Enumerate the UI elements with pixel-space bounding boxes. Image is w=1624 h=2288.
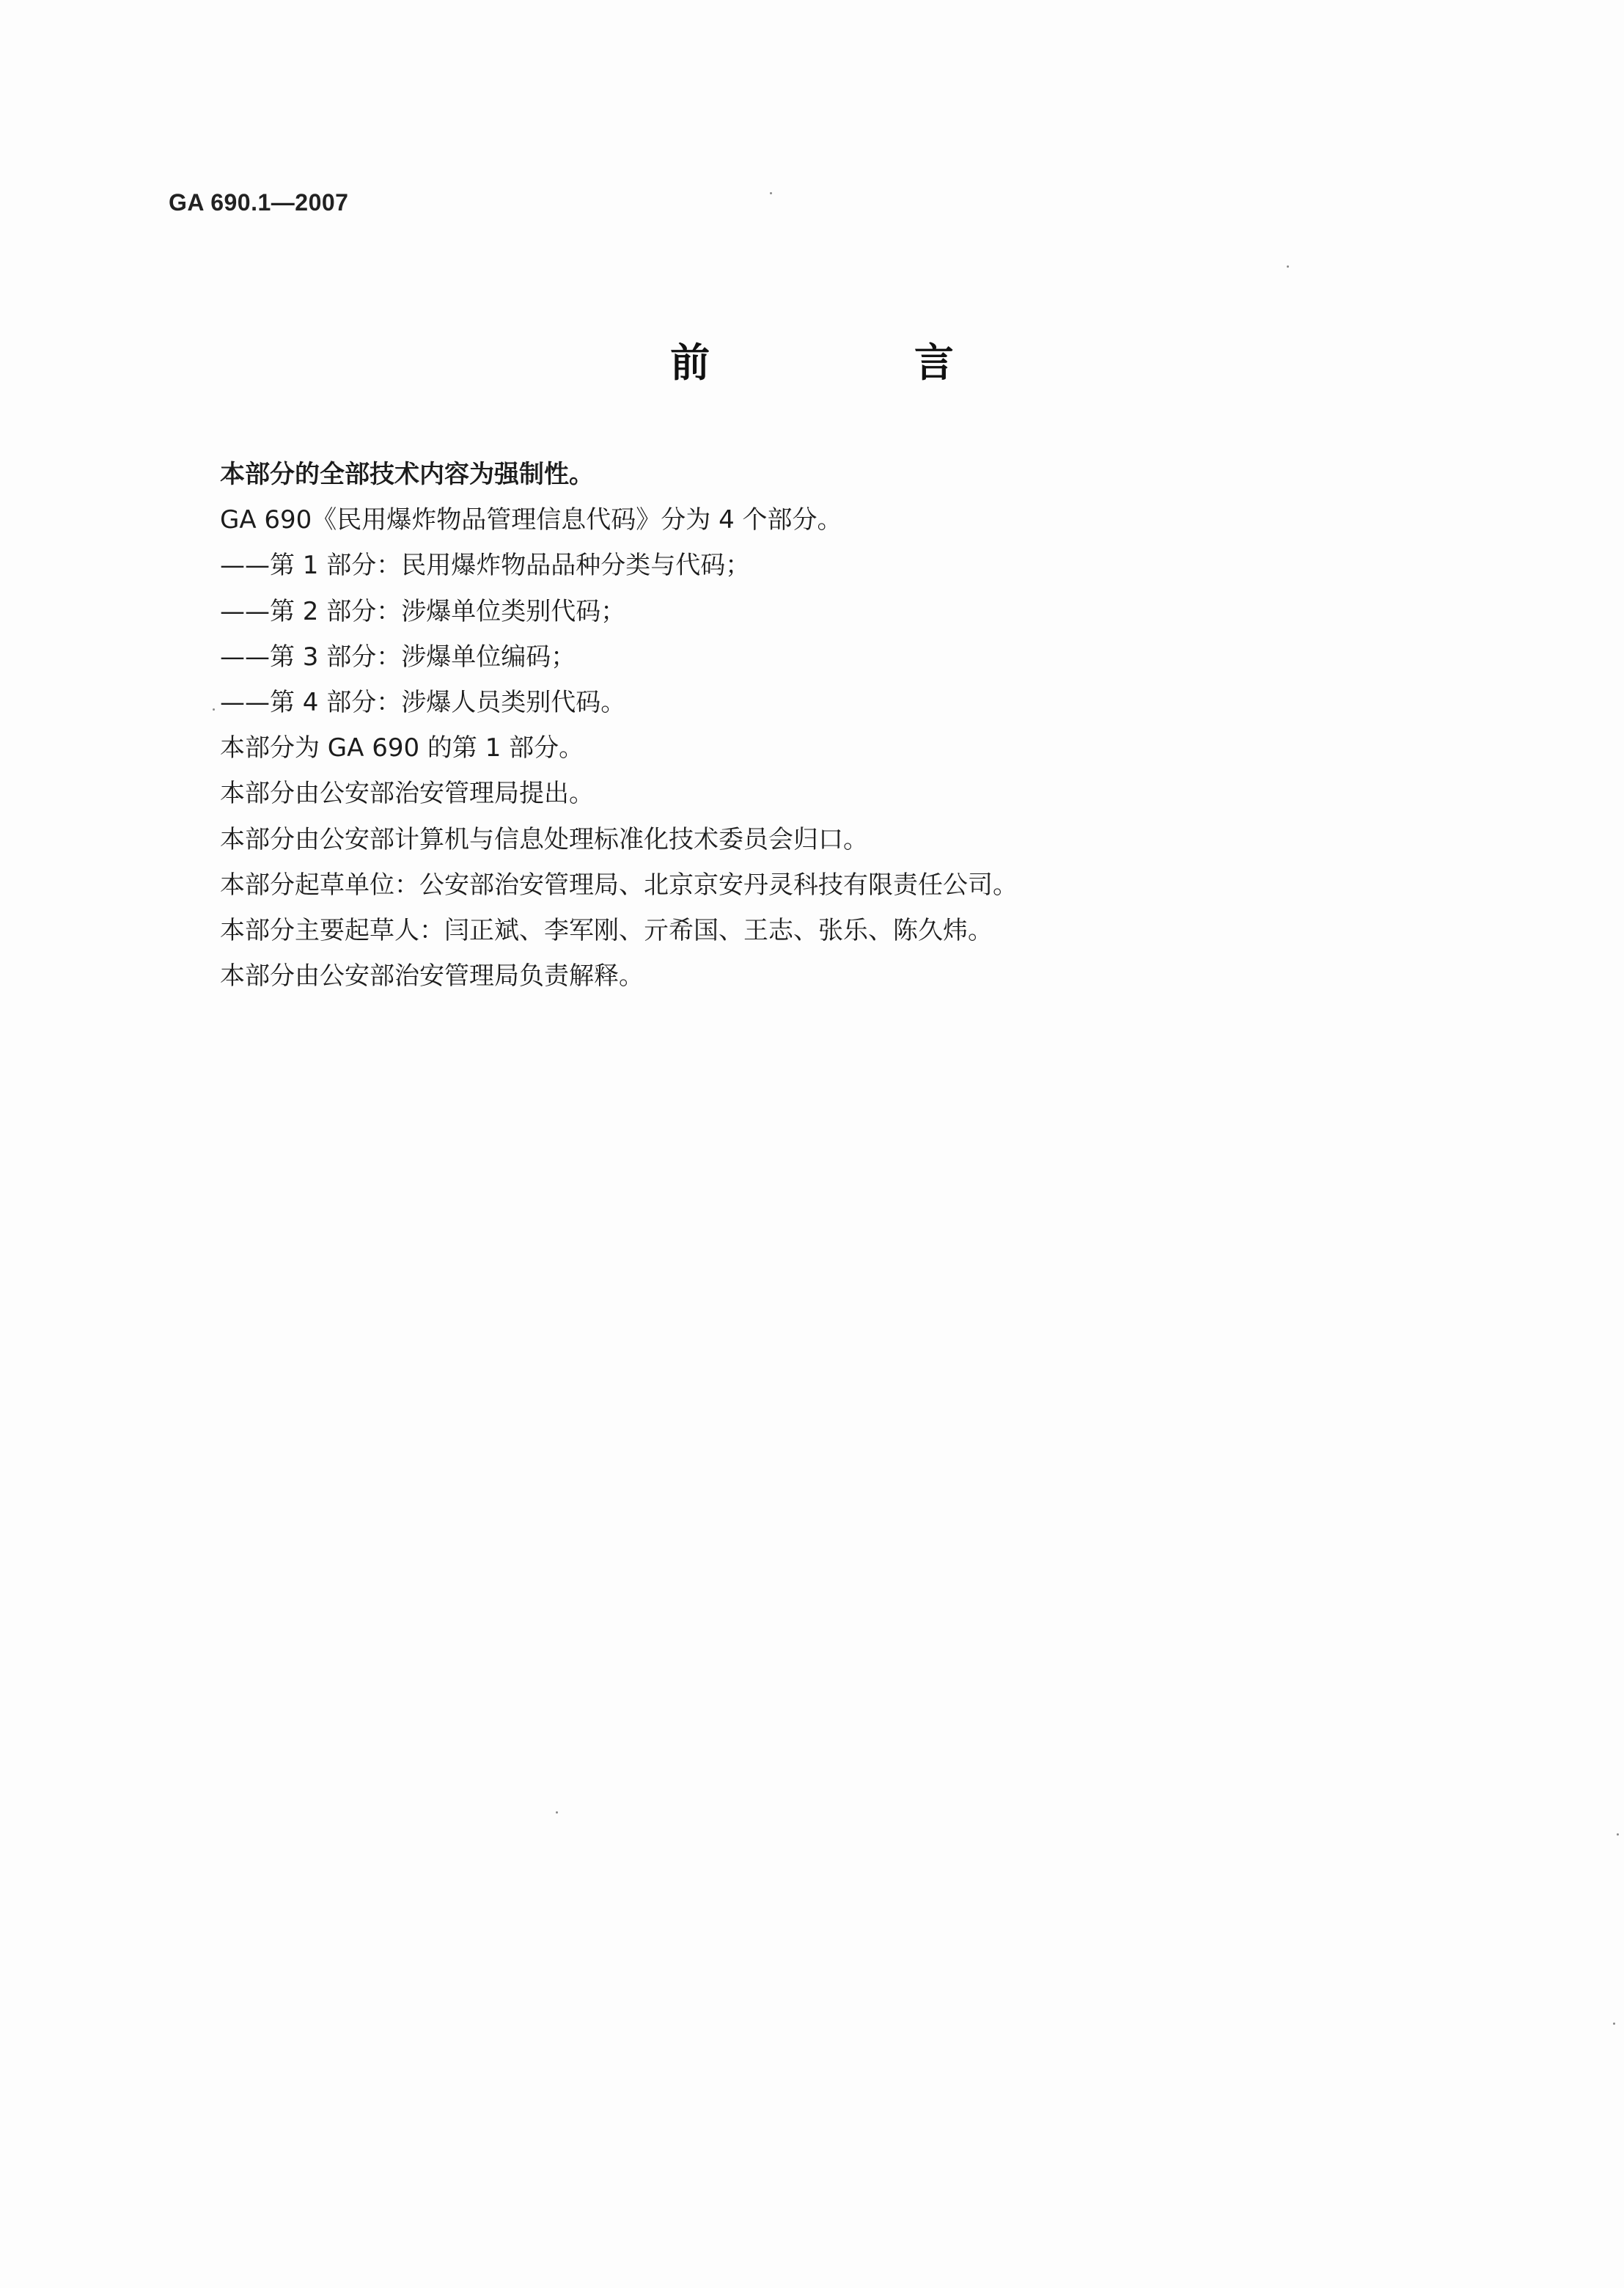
scan-speck — [556, 1811, 558, 1814]
foreword-body — [220, 462, 1466, 1009]
page-title: 前 言 — [670, 340, 1049, 386]
paragraph-drafters: 本部分主要起草人：闫正斌、李军刚、亓希国、王志、张乐、陈久炜。 — [220, 915, 993, 945]
paragraph-proposed-by: 本部分由公安部治安管理局提出。 — [220, 779, 594, 809]
paragraph-drafting-units: 本部分起草单位：公安部治安管理局、北京京安丹灵科技有限责任公司。 — [220, 870, 1018, 900]
scan-speck — [1617, 1833, 1619, 1836]
list-item-part-4: ——第 4 部分：涉爆人员类别代码。 — [220, 687, 626, 717]
paragraph-parts-overview: GA 690《民用爆炸物品管理信息代码》分为 4 个部分。 — [220, 505, 842, 535]
scan-speck — [213, 708, 215, 711]
list-item-part-2: ——第 2 部分：涉爆单位类别代码； — [220, 596, 626, 626]
scan-speck — [770, 192, 772, 194]
paragraph-interpretation: 本部分由公安部治安管理局负责解释。 — [220, 961, 644, 991]
paragraph-managed-by: 本部分由公安部计算机与信息处理标准化技术委员会归口。 — [220, 824, 868, 854]
list-item-part-3: ——第 3 部分：涉爆单位编码； — [220, 642, 576, 672]
scan-speck — [1287, 265, 1289, 268]
list-item-part-1: ——第 1 部分：民用爆炸物品品种分类与代码； — [220, 551, 751, 581]
paragraph-this-part: 本部分为 GA 690 的第 1 部分。 — [220, 733, 584, 763]
paragraph-mandatory-statement: 本部分的全部技术内容为强制性。 — [220, 460, 594, 489]
document-code-header: GA 690.1—2007 — [169, 189, 349, 216]
scan-speck — [1613, 2023, 1615, 2025]
